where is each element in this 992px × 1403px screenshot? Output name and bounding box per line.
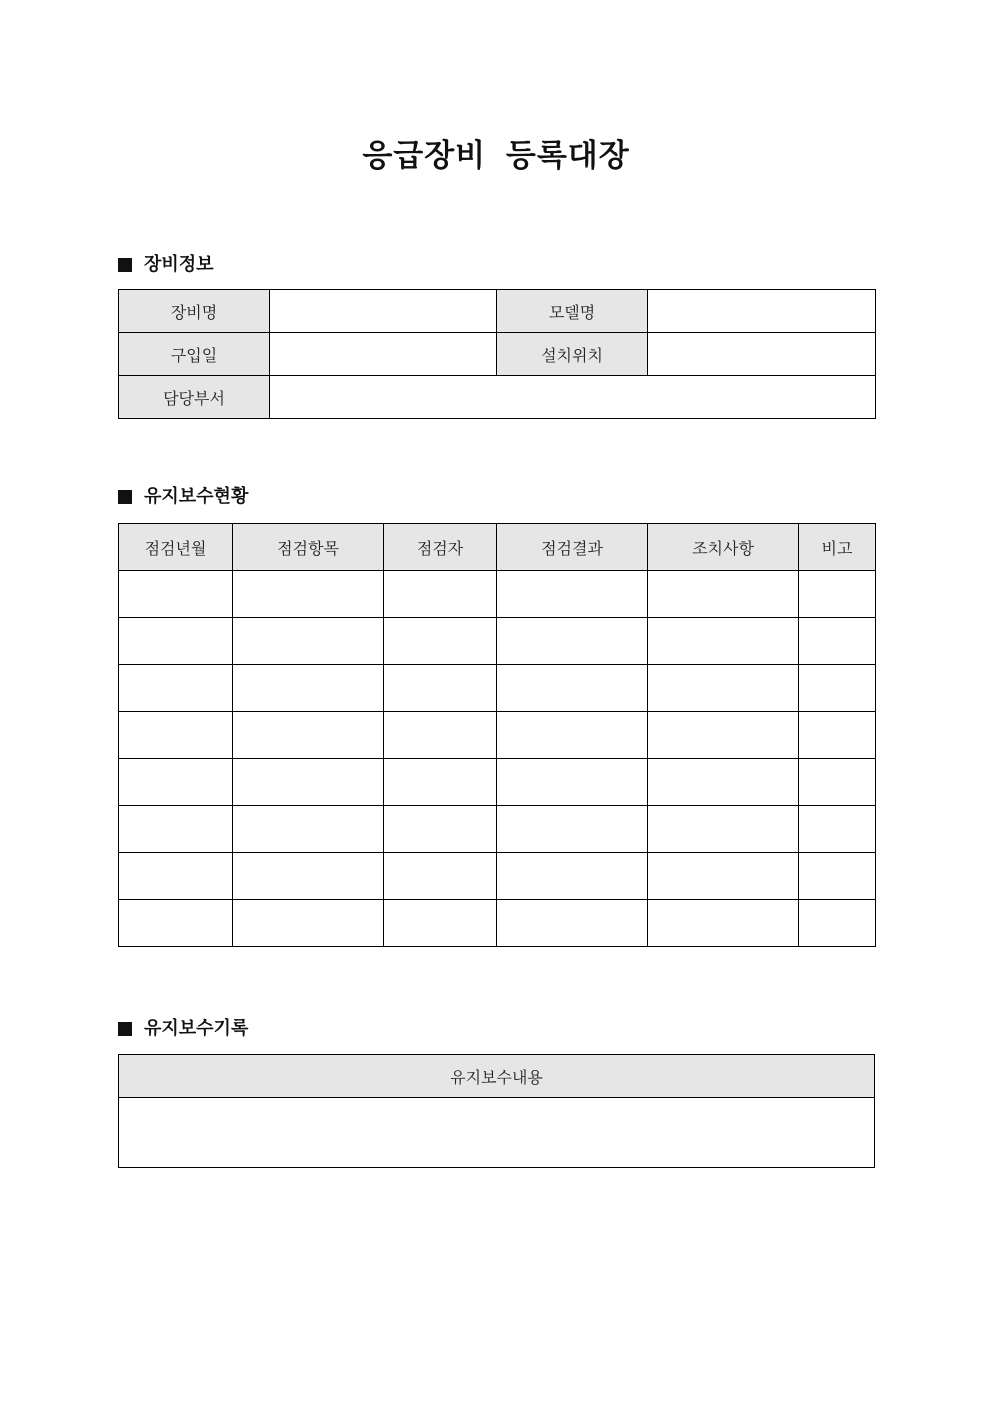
section-heading-equipment-info — [118, 252, 214, 278]
table-cell[interactable] — [648, 618, 799, 665]
table-row — [119, 571, 876, 618]
table-row — [119, 1098, 875, 1168]
table-cell[interactable] — [233, 665, 384, 712]
column-header: 점검자 — [384, 524, 497, 571]
table-row — [119, 665, 876, 712]
table-cell[interactable] — [384, 759, 497, 806]
table-cell[interactable] — [497, 759, 648, 806]
model-name-field[interactable] — [648, 290, 876, 333]
table-cell[interactable] — [233, 900, 384, 947]
table-cell[interactable] — [648, 759, 799, 806]
section-heading-maintenance-status — [118, 484, 248, 510]
table-cell[interactable] — [799, 665, 876, 712]
section-heading-label: 장비정보 — [144, 254, 214, 275]
table-cell[interactable] — [119, 759, 233, 806]
table-cell[interactable] — [799, 712, 876, 759]
table-cell[interactable] — [497, 712, 648, 759]
table-row — [119, 618, 876, 665]
model-name-label: 모델명 — [497, 290, 648, 333]
table-cell[interactable] — [648, 665, 799, 712]
table-cell[interactable] — [497, 806, 648, 853]
table-cell[interactable] — [233, 806, 384, 853]
table-cell[interactable] — [119, 806, 233, 853]
table-cell[interactable] — [384, 900, 497, 947]
table-cell[interactable] — [799, 806, 876, 853]
department-field[interactable] — [270, 376, 876, 419]
maintenance-status-table — [118, 523, 876, 947]
maintenance-content-field[interactable] — [119, 1098, 875, 1168]
table-row — [119, 290, 876, 333]
column-header: 점검항목 — [233, 524, 384, 571]
table-cell[interactable] — [119, 900, 233, 947]
maintenance-content-header: 유지보수내용 — [119, 1055, 875, 1098]
table-cell[interactable] — [384, 853, 497, 900]
column-header: 점검결과 — [497, 524, 648, 571]
table-cell[interactable] — [497, 900, 648, 947]
table-cell[interactable] — [384, 665, 497, 712]
table-cell[interactable] — [384, 806, 497, 853]
table-cell[interactable] — [119, 712, 233, 759]
table-cell[interactable] — [648, 571, 799, 618]
table-cell[interactable] — [799, 759, 876, 806]
table-cell[interactable] — [799, 618, 876, 665]
table-cell[interactable] — [648, 806, 799, 853]
table-cell[interactable] — [233, 853, 384, 900]
table-cell[interactable] — [119, 571, 233, 618]
black-square-icon — [118, 258, 132, 272]
document-title: 응급장비 등록대장 — [362, 138, 630, 174]
purchase-date-field[interactable] — [270, 333, 497, 376]
table-cell[interactable] — [233, 571, 384, 618]
table-cell[interactable] — [119, 665, 233, 712]
table-cell[interactable] — [384, 618, 497, 665]
install-location-field[interactable] — [648, 333, 876, 376]
table-cell[interactable] — [497, 618, 648, 665]
column-header: 조치사항 — [648, 524, 799, 571]
table-row — [119, 376, 876, 419]
table-cell[interactable] — [119, 618, 233, 665]
equipment-info-table — [118, 289, 876, 419]
table-cell[interactable] — [497, 571, 648, 618]
table-cell[interactable] — [799, 853, 876, 900]
table-cell[interactable] — [648, 853, 799, 900]
equipment-name-field[interactable] — [270, 290, 497, 333]
table-header-row — [119, 524, 876, 571]
maintenance-record-table — [118, 1054, 875, 1168]
table-cell[interactable] — [233, 618, 384, 665]
section-heading-maintenance-record — [118, 1016, 248, 1042]
black-square-icon — [118, 1022, 132, 1036]
install-location-label: 설치위치 — [497, 333, 648, 376]
table-row — [119, 712, 876, 759]
purchase-date-label: 구입일 — [119, 333, 270, 376]
table-cell[interactable] — [384, 571, 497, 618]
section-heading-label: 유지보수현황 — [144, 486, 249, 507]
table-row — [119, 900, 876, 947]
column-header: 비고 — [799, 524, 876, 571]
table-cell[interactable] — [497, 665, 648, 712]
section-heading-label: 유지보수기록 — [144, 1018, 249, 1039]
table-cell[interactable] — [497, 853, 648, 900]
table-row — [119, 759, 876, 806]
table-cell[interactable] — [233, 712, 384, 759]
table-cell[interactable] — [384, 712, 497, 759]
equipment-name-label: 장비명 — [119, 290, 270, 333]
black-square-icon — [118, 490, 132, 504]
table-row — [119, 853, 876, 900]
table-row — [119, 333, 876, 376]
table-cell[interactable] — [799, 571, 876, 618]
table-cell[interactable] — [119, 853, 233, 900]
table-row — [119, 806, 876, 853]
column-header: 점검년월 — [119, 524, 233, 571]
table-cell[interactable] — [648, 712, 799, 759]
department-label: 담당부서 — [119, 376, 270, 419]
table-cell[interactable] — [648, 900, 799, 947]
table-cell[interactable] — [233, 759, 384, 806]
table-cell[interactable] — [799, 900, 876, 947]
table-header-row — [119, 1055, 875, 1098]
